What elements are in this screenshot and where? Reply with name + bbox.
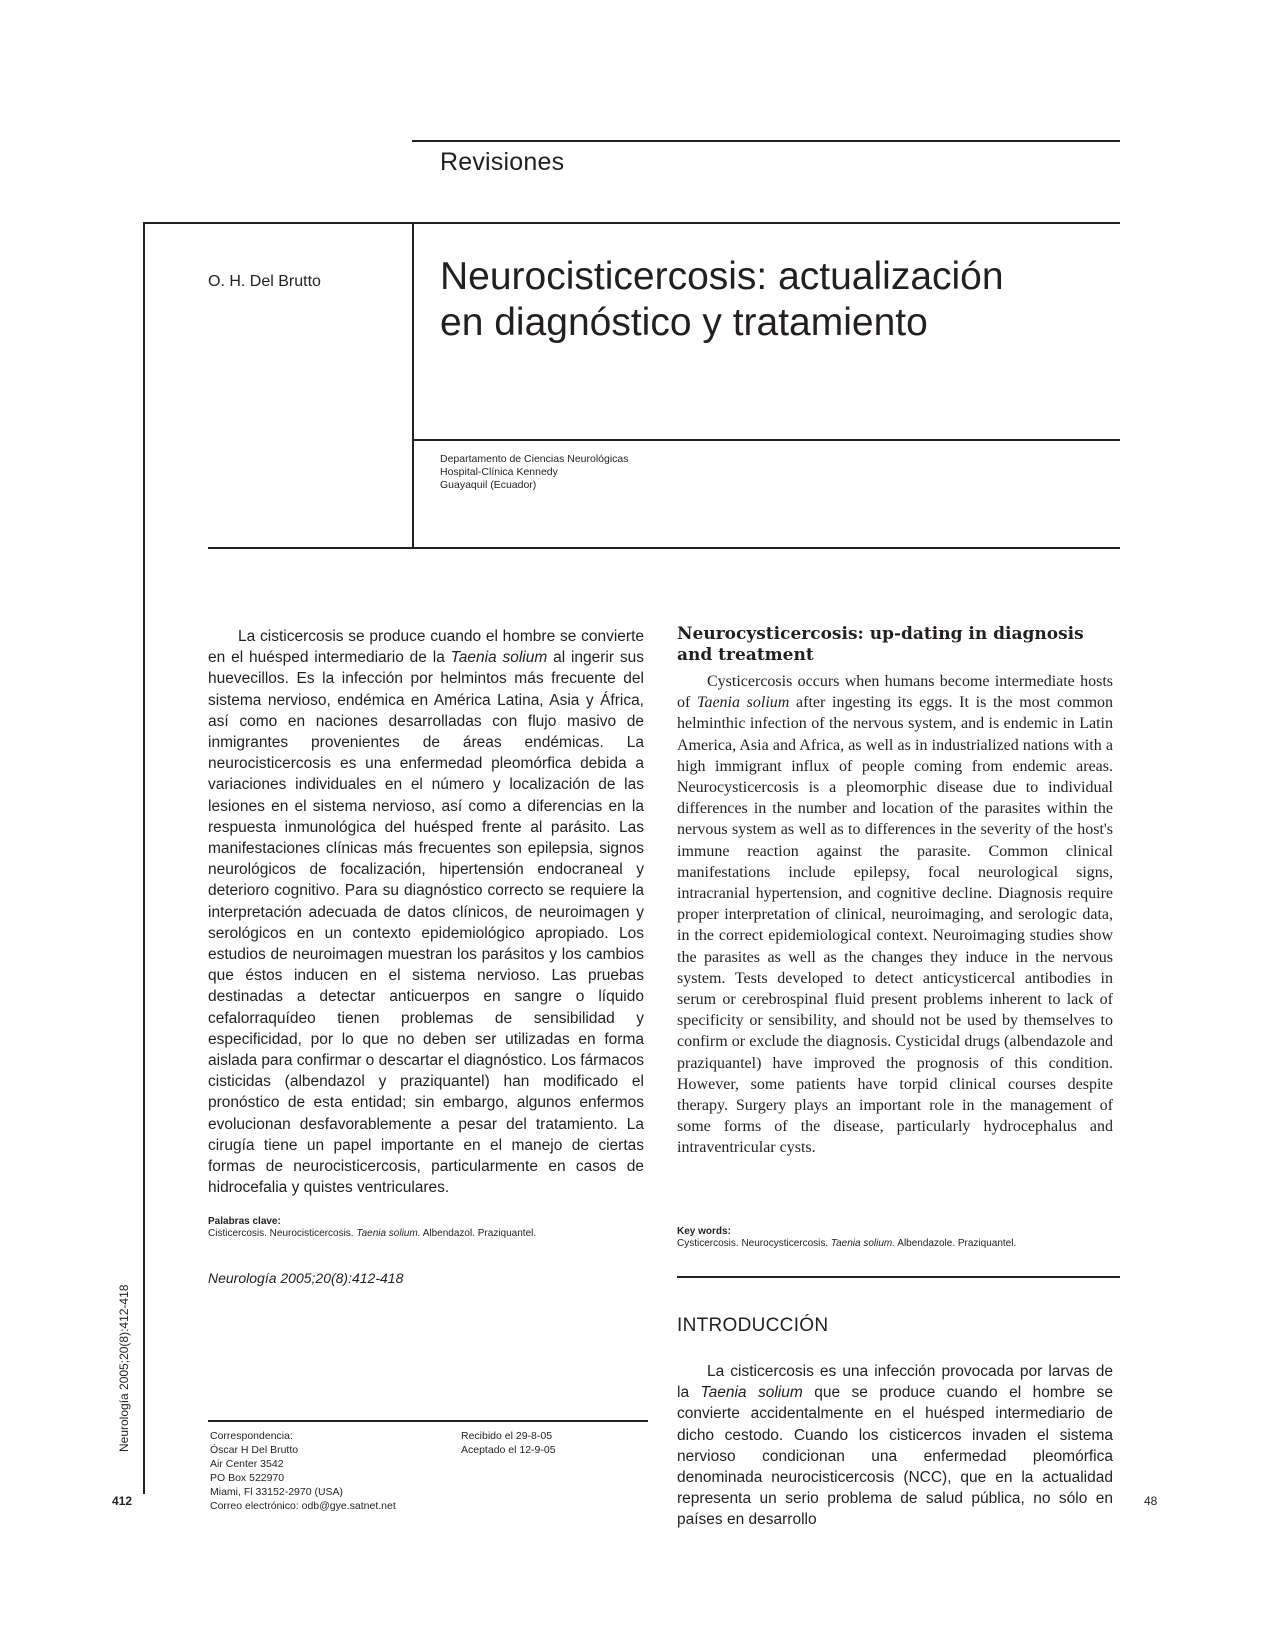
introduction-heading: INTRODUCCIÓN	[677, 1315, 829, 1336]
keywords-es-part-2: Albendazol. Praziquantel.	[420, 1228, 537, 1239]
keywords-english	[677, 1226, 1117, 1249]
english-heading-line-2: and treatment	[677, 645, 814, 665]
keywords-es-species: Taenia solium.	[356, 1228, 421, 1239]
intro-text-1: La cisticercosis es una infección provocada por larvas de la	[677, 1363, 1113, 1402]
introduction-body	[677, 1361, 1113, 1531]
journal-citation: Neurología 2005;20(8):412-418	[208, 1270, 404, 1286]
correspondence-address-2: PO Box 522970	[210, 1472, 285, 1484]
title-frame-top-left	[143, 222, 413, 224]
article-title	[440, 254, 1120, 346]
header-rule	[412, 140, 1120, 142]
keywords-en-list	[677, 1238, 1117, 1249]
affiliation	[440, 453, 629, 492]
english-abstract-heading	[677, 624, 1117, 666]
keywords-es-label: Palabras clave:	[208, 1216, 281, 1227]
abstract-en-text-2: after ingesting its eggs. It is the most common helminthic infection of the nervous system, and is endemic in Latin America, Asia and Africa, as well as in industrialized nations with a high immigrant influx of people coming from endemic areas. Neurocysticercosis is a pleomorphic disease due to individual differences in the number and location of the parasites within the nervous system as well as to differences in the severity of the host's immune reaction against the parasite. Common clinical manifestations include epilepsy, focal neurological signs, intracranial hypertension, and cognitive decline. Diagnosis require proper interpretation of clinical, neuroimaging, and serologic data, in the correct epidemiological context. Neuroimaging studies show the parasites as well as the changes they induce in the nervous system. Tests developed to detect anticysticercal antibodies in serum or cerebrospinal fluid present problems inherent to lack of specificity or sensibility, and should not be used by themselves to confirm or exclude the diagnosis. Cysticidal drugs (albendazole and praziquantel) have improved the prognosis of this condition. However, some patients have torpid clinical courses despite therapy. Surgery plays an important role in the management of some forms of the disease, particularly hydrocephalus and intraventricular cysts.	[677, 694, 1114, 1157]
title-frame-left	[143, 222, 145, 1494]
affiliation-rule	[412, 439, 1120, 441]
keywords-en-species: Taenia solium.	[830, 1238, 896, 1249]
title-line-2: en diagnóstico y tratamiento	[440, 301, 928, 344]
title-frame-divider	[412, 222, 414, 549]
abstract-en-text-1: Cysticercosis occurs when humans become intermediate hosts of	[677, 673, 1113, 712]
affiliation-line-3: Guayaquil (Ecuador)	[440, 479, 537, 491]
abstract-es-species: Taenia solium	[450, 649, 548, 667]
title-frame-top-right	[412, 222, 1120, 224]
correspondence-city: Miami, Fl 33152-2970 (USA)	[210, 1486, 344, 1498]
correspondence-address-1: Air Center 3542	[210, 1458, 284, 1470]
correspondence-label: Correspondencia:	[210, 1430, 293, 1442]
abstract-es-text-1: La cisticercosis se produce cuando el hombre se convierte en el huésped intermediario de la	[208, 628, 644, 667]
english-heading-line-1: Neurocysticercosis: up-dating in diagnosis	[677, 624, 1084, 644]
correspondence-rule	[208, 1420, 648, 1422]
abstract-spanish	[208, 626, 644, 1198]
accepted-date: Aceptado el 12-9-05	[461, 1444, 556, 1456]
keywords-spanish	[208, 1216, 648, 1239]
affiliation-line-2: Hospital-Clínica Kennedy	[440, 466, 558, 478]
intro-species: Taenia solium	[700, 1384, 803, 1402]
intro-text-2: que se produce cuando el hombre se convierte accidentalmente en el huésped intermediario de dicho cestodo. Cuando los cisticercos invaden el sistema nervioso condicionan una enfermedad pleomórfica denominada neurocisticercosis (NCC), que en la actualidad representa un serio problema de salud pública, no sólo en países en desarrollo	[677, 1384, 1114, 1529]
title-line-1: Neurocisticercosis: actualización	[440, 255, 1004, 298]
side-citation: Neurología 2005;20(8):412-418	[117, 1284, 131, 1452]
page-number-right: 48	[1144, 1494, 1158, 1508]
abstract-english	[677, 671, 1113, 1159]
submission-dates	[461, 1429, 556, 1457]
keywords-en-part-1: Cysticercosis. Neurocysticercosis.	[677, 1238, 831, 1249]
received-date: Recibido el 29-8-05	[461, 1430, 553, 1442]
author-name: O. H. Del Brutto	[208, 273, 321, 290]
page-number-left: 412	[112, 1494, 133, 1508]
correspondence-block	[210, 1429, 396, 1513]
keywords-en-label: Key words:	[677, 1226, 731, 1237]
keywords-en-part-2: Albendazole. Praziquantel.	[895, 1238, 1017, 1249]
title-frame-bottom	[208, 547, 1120, 549]
keywords-es-list	[208, 1228, 648, 1239]
affiliation-line-1: Departamento de Ciencias Neurológicas	[440, 453, 629, 465]
keywords-rule	[677, 1276, 1120, 1278]
section-label: Revisiones	[440, 148, 565, 176]
keywords-es-part-1: Cisticercosis. Neurocisticercosis.	[208, 1228, 357, 1239]
abstract-en-species: Taenia solium	[697, 694, 790, 712]
correspondence-name: Óscar H Del Brutto	[210, 1444, 299, 1456]
correspondence-email: Correo electrónico: odb@gye.satnet.net	[210, 1500, 396, 1512]
abstract-es-text-2: al ingerir sus huevecillos. Es la infección por helmintos más frecuente del sistema nervioso, endémica en América Latina, Asia y África, así como en naciones desarrolladas con flujo masivo de inmigrantes provenientes de áreas endémicas. La neurocisticercosis es una enfermedad pleomórfica debida a variaciones individuales en el número y localización de las lesiones en el sistema nervioso, así como a diferencias en la respuesta inmunológica del huésped frente al parásito. Las manifestaciones clínicas más frecuentes son epilepsia, signos neurológicos de focalización, hipertensión endocraneal y deterioro cognitivo. Para su diagnóstico correcto se requiere la interpretación adecuada de datos clínicos, de neuroimagen y serológicos en un contexto epidemiológico apropiado. Los estudios de neuroimagen muestran los parásitos y los cambios que éstos inducen en el sistema nervioso. Las pruebas destinadas a detectar anticuerpos en sangre o líquido cefalorraquídeo tienen problemas de sensibilidad y especificidad, por lo que no deben ser utilizadas en forma aislada para confirmar o descartar el diagnóstico. Los fármacos cisticidas (albendazol y praziquantel) han modificado el pronóstico de esta entidad; sin embargo, algunos enfermos evolucionan desfavorablemente a pesar del tratamiento. La cirugía tiene un papel importante en el manejo de ciertas formas de neurocisticercosis, particularmente en casos de hidrocefalia y quistes ventriculares.	[208, 649, 644, 1197]
